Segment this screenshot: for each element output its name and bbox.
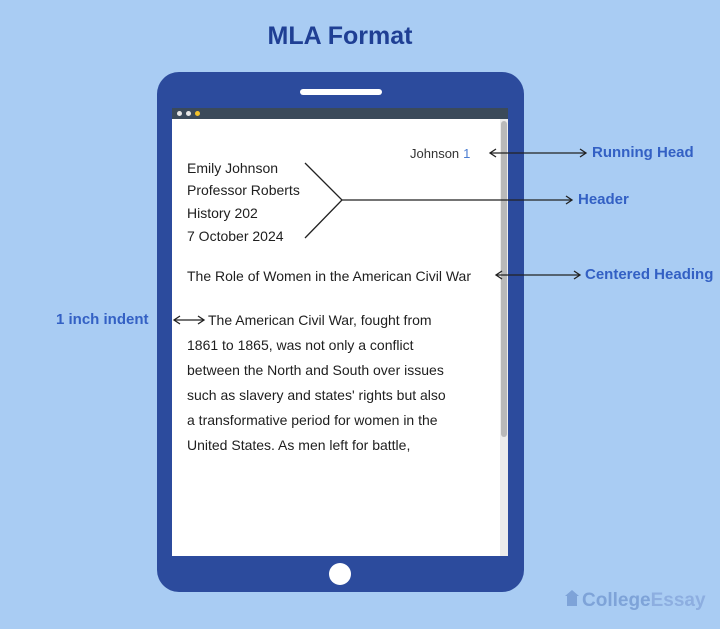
body-line: between the North and South over issues bbox=[187, 362, 444, 378]
running-head-name: Johnson bbox=[410, 146, 460, 161]
logo-text-college: College bbox=[582, 590, 651, 611]
logo-icon bbox=[565, 590, 579, 612]
callout-centered-heading: Centered Heading bbox=[585, 266, 714, 283]
body-line: such as slavery and states' rights but also bbox=[187, 387, 446, 403]
collegeessay-logo bbox=[565, 590, 706, 612]
header-line-professor: Professor Roberts bbox=[187, 182, 300, 198]
header-line-course: History 202 bbox=[187, 205, 258, 221]
body-line: The American Civil War, fought from bbox=[208, 312, 432, 328]
page-title: MLA Format bbox=[267, 22, 413, 50]
callout-indent: 1 inch indent bbox=[56, 311, 149, 328]
body-line: United States. As men left for battle, bbox=[187, 437, 411, 453]
callout-running-head: Running Head bbox=[592, 144, 694, 161]
indent-arrow bbox=[174, 316, 204, 324]
body-line: 1861 to 1865, was not only a conflict bbox=[187, 337, 414, 353]
body-line: a transformative period for women in the bbox=[187, 412, 438, 428]
running-head-arrow bbox=[490, 149, 586, 157]
logo-text-essay: Essay bbox=[650, 590, 706, 611]
centered-heading: The Role of Women in the American Civil War bbox=[187, 268, 471, 284]
header-bracket bbox=[305, 163, 342, 238]
header-line-date: 7 October 2024 bbox=[187, 228, 284, 244]
header-arrow bbox=[342, 196, 572, 204]
callout-header: Header bbox=[578, 191, 629, 208]
running-head-page: 1 bbox=[463, 146, 471, 161]
header-line-name: Emily Johnson bbox=[187, 160, 279, 176]
centered-heading-arrow bbox=[496, 271, 580, 279]
